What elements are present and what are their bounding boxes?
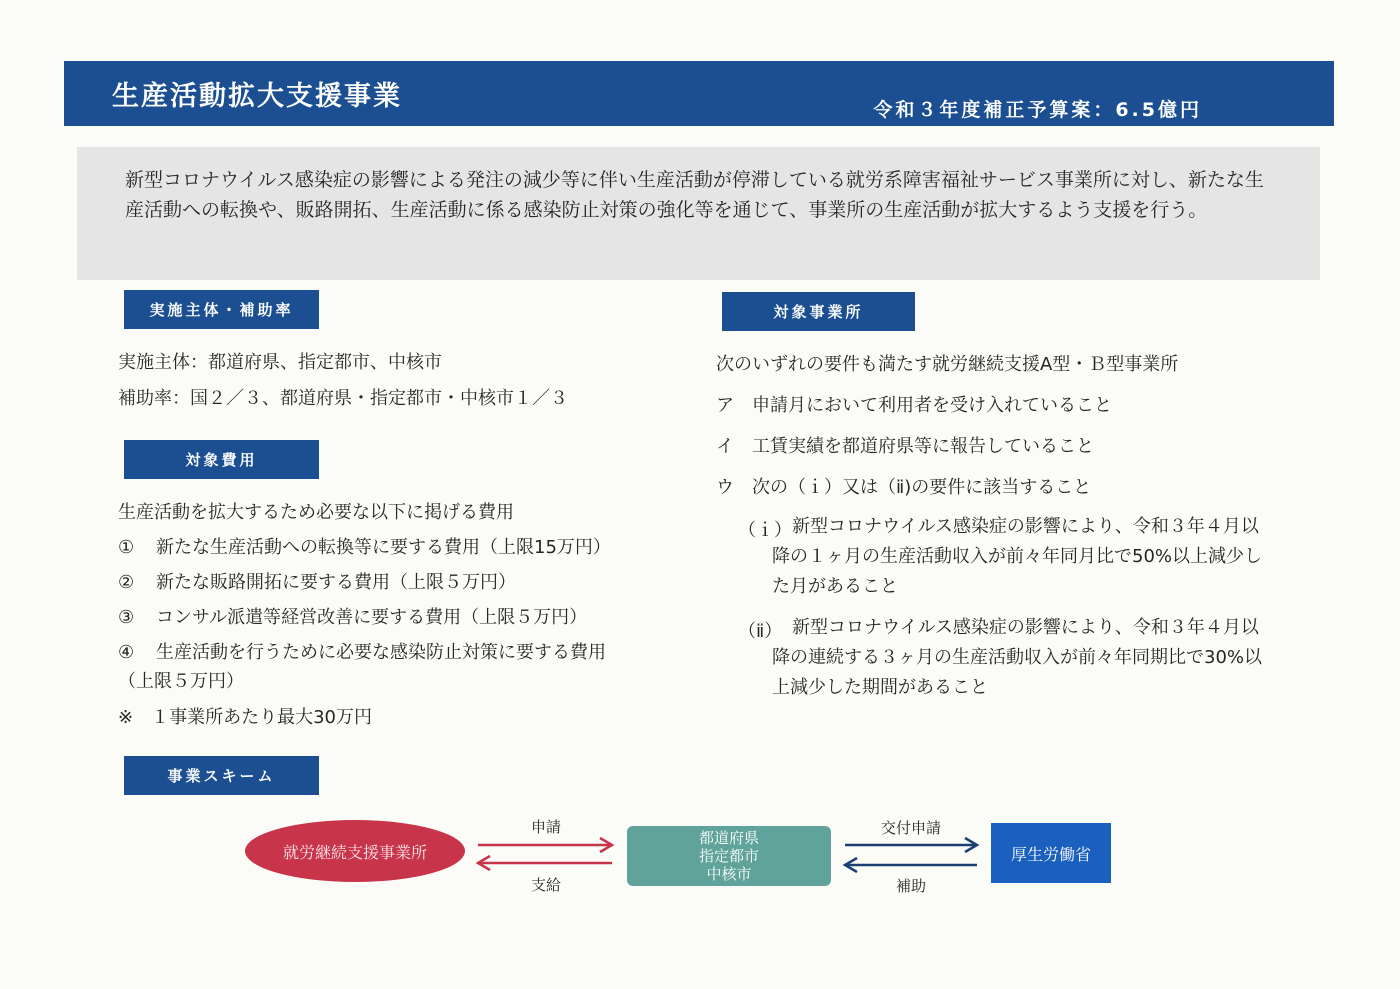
office-node: 就労継続支援事業所 <box>245 820 465 882</box>
subsidy-rate: 補助率：国２／３、都道府県・指定都市・中核市１／３ <box>118 388 568 409</box>
sub-requirement-label: （ｉ） <box>738 520 792 541</box>
costs-note: ※ １事業所あたり最大30万円 <box>118 707 372 728</box>
cost-item: ④ 生産活動を行うために必要な感染防止対策に要する費用 <box>118 642 606 663</box>
local-government-node: 都道府県 指定都市 中核市 <box>627 826 831 886</box>
scheme-heading: 事業スキーム <box>124 756 319 795</box>
cost-item: ③ コンサル派遣等経営改善に要する費用（上限５万円） <box>118 607 588 628</box>
implementing-entity: 実施主体：都道府県、指定都市、中核市 <box>118 352 442 373</box>
requirement-i: イ 工賃実績を都道府県等に報告していること <box>716 436 1094 457</box>
sub-requirement-text: 新型コロナウイルス感染症の影響により、令和３年４月以降の１ヶ月の生産活動収入が前々年同月比で50%以上減少した月があること <box>772 516 1263 597</box>
costs-heading: 対象費用 <box>124 440 319 479</box>
cost-item: ① 新たな生産活動への転換等に要する費用（上限15万円） <box>118 537 611 558</box>
requirement-u: ウ 次の（ｉ）又は（ⅱ)の要件に該当すること <box>716 477 1092 498</box>
grant-apply-label: 交付申請 <box>880 819 941 837</box>
cost-item-continuation: （上限５万円） <box>118 671 244 692</box>
targets-heading: 対象事業所 <box>722 292 915 331</box>
page-title: 生産活動拡大支援事業 <box>112 81 402 112</box>
cost-item: ② 新たな販路開拓に要する費用（上限５万円） <box>118 572 516 593</box>
requirement-a: ア 申請月において利用者を受け入れていること <box>716 395 1112 416</box>
budget-label: 令和３年度補正予算案：6.5億円 <box>873 99 1202 121</box>
apply-label: 申請 <box>530 818 561 836</box>
ministry-node: 厚生労働省 <box>991 823 1111 883</box>
subsidy-label: 補助 <box>895 877 926 895</box>
sub-requirement-text: 新型コロナウイルス感染症の影響により、令和３年４月以降の連続する３ヶ月の生産活動収入が前々年同期比で30%以上減少した期間があること <box>772 617 1263 698</box>
summary-text: 新型コロナウイルス感染症の影響による発注の減少等に伴い生産活動が停滞している就労系障害福祉サービス事業所に対し、新たな生産活動への転換や、販路開拓、生産活動に係る感染防止対策の強化等を通じて、事業所の生産活動が拡大するよう支援を行う。 <box>125 169 1264 221</box>
costs-intro: 生産活動を拡大するため必要な以下に掲げる費用 <box>118 502 514 523</box>
targets-intro: 次のいずれの要件も満たす就労継続支援A型・Ｂ型事業所 <box>716 354 1179 375</box>
sub-requirement-label: （ⅱ） <box>738 621 783 642</box>
implementation-heading: 実施主体・補助率 <box>124 290 319 329</box>
payment-label: 支給 <box>530 876 561 894</box>
